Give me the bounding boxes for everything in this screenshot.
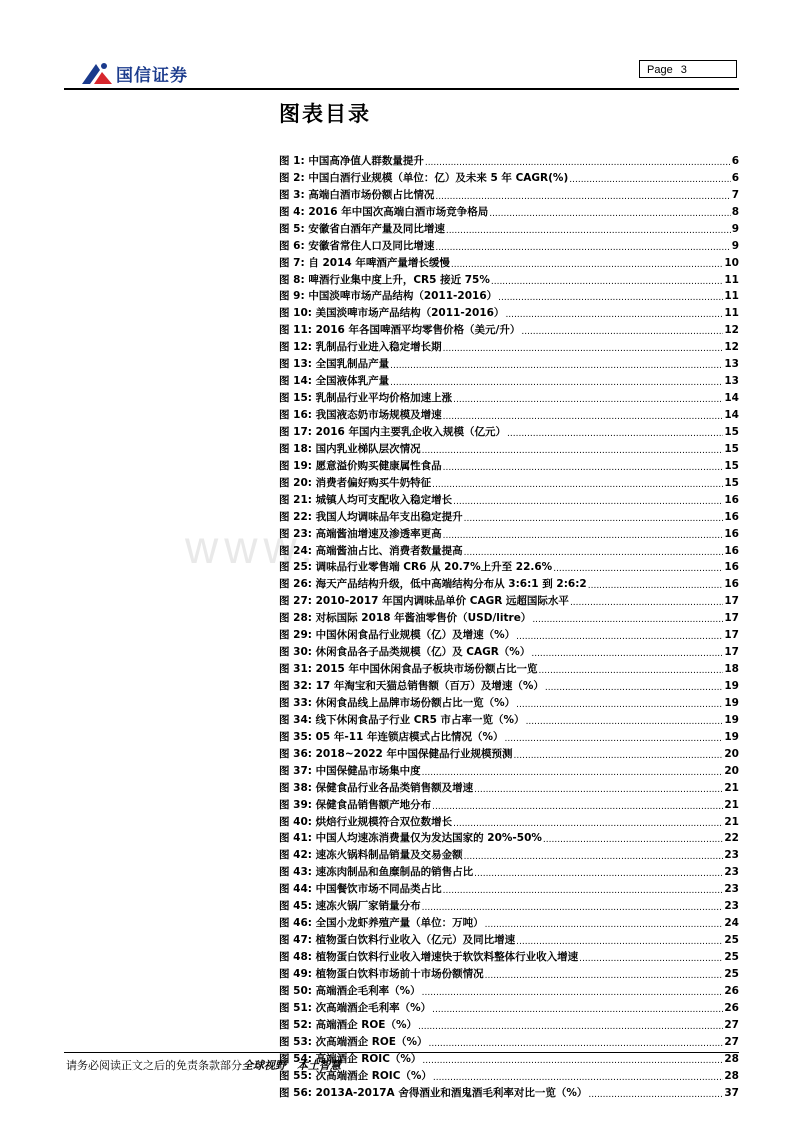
toc-entry[interactable] — [279, 507, 739, 524]
toc-entry-page[interactable]: 20 — [724, 764, 739, 777]
toc-entry-page[interactable]: 19 — [724, 680, 739, 692]
toc-entry-page[interactable]: 7 — [731, 188, 739, 201]
toc-entry[interactable] — [279, 1015, 739, 1032]
toc-dot-leader — [489, 207, 730, 219]
toc-dot-leader — [435, 190, 730, 202]
toc-dot-leader — [422, 1054, 723, 1066]
toc-entry-page[interactable]: 19 — [724, 696, 739, 709]
toc-entry-page[interactable]: 16 — [724, 527, 739, 540]
toc-entry-page[interactable]: 18 — [724, 663, 739, 676]
toc-entry-page[interactable]: 23 — [724, 849, 739, 862]
toc-entry-page[interactable]: 6 — [731, 154, 739, 167]
toc-entry[interactable] — [279, 388, 739, 405]
toc-dot-leader — [474, 867, 723, 879]
toc-dot-leader — [526, 715, 724, 727]
toc-entry-page[interactable]: 25 — [724, 967, 739, 980]
toc-dot-leader — [516, 630, 723, 642]
toc-entry-page[interactable]: 37 — [724, 1086, 739, 1099]
toc-entry[interactable] — [279, 219, 739, 236]
toc-dot-leader — [446, 224, 731, 236]
toc-entry-label[interactable]: 图 16: 我国液态奶市场规模及增速 — [279, 409, 442, 421]
toc-dot-leader — [505, 308, 723, 320]
toc-dot-leader — [464, 546, 724, 558]
toc-entry-label[interactable]: 图 49: 植物蛋白饮料市场前十市场份额情况 — [279, 967, 484, 980]
toc-entry[interactable] — [279, 558, 739, 575]
toc-dot-leader — [432, 1003, 723, 1015]
toc-entry-label[interactable]: 图 2: 中国白酒行业规模（单位：亿）及未来 5 年 CAGR(%) — [279, 171, 569, 184]
toc-dot-leader — [432, 800, 723, 812]
toc-entry-label[interactable]: 图 10: 美国淡啤市场产品结构（2011-2016） — [279, 307, 505, 320]
toc-entry[interactable] — [279, 642, 739, 659]
toc-entry-label[interactable]: 图 46: 全国小龙虾养殖产量（单位：万吨） — [279, 917, 484, 930]
toc-entry-page[interactable]: 15 — [724, 476, 739, 489]
toc-entry[interactable] — [279, 371, 739, 388]
toc-entry[interactable] — [279, 236, 739, 253]
toc-entry-label[interactable]: 图 20: 消费者偏好购买牛奶特征 — [279, 476, 432, 489]
toc-entry[interactable] — [279, 795, 739, 812]
toc-entry-label[interactable]: 图 17: 2016 年国内主要乳企收入规模（亿元） — [279, 425, 507, 438]
toc-entry[interactable] — [279, 693, 739, 710]
toc-dot-leader — [569, 173, 730, 185]
toc-entry-label[interactable]: 图 15: 乳制品行业平均价格加速上涨 — [279, 392, 453, 405]
page-indicator — [639, 60, 737, 78]
toc-entry-label[interactable]: 图 23: 高端酱油增速及渗透率更高 — [279, 527, 442, 540]
toc-dot-leader — [570, 596, 723, 608]
toc-entry-label[interactable]: 图 26: 海天产品结构升级，低中高端结构分布从 3:6:1 到 2:6:2 — [279, 578, 587, 591]
toc-dot-leader — [521, 325, 723, 337]
toc-entry-page[interactable]: 23 — [724, 900, 739, 913]
toc-entry[interactable] — [279, 761, 739, 778]
toc-entry-label[interactable]: 图 14: 全国液体乳产量 — [279, 375, 390, 388]
toc-entry-page[interactable]: 23 — [724, 866, 739, 879]
toc-entry-page[interactable]: 9 — [731, 222, 739, 235]
toc-dot-leader — [505, 732, 724, 744]
toc-entry-page[interactable]: 28 — [724, 1069, 739, 1082]
table-of-figures — [279, 151, 739, 1100]
toc-entry-page[interactable]: 11 — [724, 290, 739, 303]
toc-entry[interactable] — [279, 829, 739, 846]
toc-entry-label[interactable]: 图 18: 国内乳业梯队层次情况 — [279, 442, 421, 455]
toc-entry-page[interactable]: 24 — [724, 917, 739, 930]
toc-entry[interactable] — [279, 1083, 739, 1100]
toc-entry-label[interactable]: 图 53: 次高端酒企 ROE（%） — [279, 1035, 428, 1048]
toc-entry-label[interactable]: 图 45: 速冻火锅厂家销量分布 — [279, 900, 421, 913]
toc-dot-leader — [428, 1037, 723, 1049]
toc-entry[interactable] — [279, 964, 739, 981]
toc-entry[interactable] — [279, 270, 739, 287]
toc-entry[interactable] — [279, 185, 739, 202]
toc-entry-page[interactable]: 23 — [724, 883, 739, 896]
toc-dot-leader — [443, 529, 724, 541]
toc-dot-leader — [453, 393, 723, 405]
toc-entry-label[interactable]: 图 40: 烘焙行业规模符合双位数增长 — [279, 815, 453, 828]
toc-dot-leader — [588, 579, 724, 591]
toc-entry[interactable] — [279, 320, 739, 337]
toc-dot-leader — [443, 410, 724, 422]
page-number: 3 — [680, 64, 687, 76]
watermark: www. — [185, 521, 319, 573]
toc-dot-leader — [390, 359, 723, 371]
toc-dot-leader — [579, 952, 723, 964]
toc-entry-label[interactable]: 图 25: 调味品行业零售端 CR6 从 20.7%上升至 22.6% — [279, 561, 553, 574]
page-title: 图表目录 — [279, 101, 371, 126]
toc-dot-leader — [539, 664, 724, 676]
toc-entry[interactable] — [279, 439, 739, 456]
toc-entry-label[interactable]: 图 5: 安徽省白酒年产量及同比增速 — [279, 222, 445, 235]
toc-entry-page[interactable]: 19 — [724, 713, 739, 726]
toc-dot-leader — [588, 1088, 723, 1100]
toc-dot-leader — [485, 918, 724, 930]
toc-entry-page[interactable]: 19 — [724, 730, 739, 743]
toc-entry-label[interactable]: 图 27: 2010-2017 年国内调味品单价 CAGR 远超国际水平 — [279, 595, 569, 608]
toc-entry-label[interactable]: 图 22: 我国人均调味品年支出稳定提升 — [279, 510, 463, 523]
toc-entry[interactable] — [279, 524, 739, 541]
toc-entry-label[interactable]: 图 36: 2018~2022 年中国保健品行业规模预测 — [279, 747, 513, 760]
toc-entry-page[interactable]: 13 — [724, 358, 739, 371]
toc-dot-leader — [422, 766, 724, 778]
toc-entry-label[interactable]: 图 42: 速冻火锅料制品销量及交易金额 — [279, 849, 463, 862]
toc-entry[interactable] — [279, 202, 739, 219]
toc-entry-page[interactable]: 17 — [724, 629, 739, 642]
toc-entry[interactable] — [279, 845, 739, 862]
toc-entry-page[interactable]: 15 — [724, 442, 739, 455]
toc-dot-leader — [516, 698, 723, 710]
toc-entry-label[interactable]: 图 30: 休闲食品各子品类规模（亿）及 CAGR（%） — [279, 646, 531, 659]
toc-dot-leader — [507, 427, 723, 439]
toc-dot-leader — [545, 681, 723, 693]
toc-entry-page[interactable]: 17 — [724, 612, 739, 625]
toc-entry-label[interactable]: 图 21: 城镇人均可支配收入稳定增长 — [279, 493, 453, 506]
toc-entry-label[interactable]: 图 31: 2015 年中国休闲食品子板块市场份额占比一览 — [279, 663, 538, 676]
toc-entry-label[interactable]: 图 51: 次高端酒企毛利率（%） — [279, 1001, 432, 1014]
toc-entry[interactable] — [279, 744, 739, 761]
toc-entry[interactable] — [279, 287, 739, 304]
toc-dot-leader — [422, 901, 724, 913]
toc-entry-page[interactable]: 17 — [724, 646, 739, 659]
toc-entry[interactable] — [279, 930, 739, 947]
toc-entry[interactable] — [279, 659, 739, 676]
toc-entry-label[interactable]: 图 43: 速冻肉制品和鱼糜制品的销售占比 — [279, 866, 474, 879]
toc-entry-label[interactable]: 图 48: 植物蛋白饮料行业收入增速快于软饮料整体行业收入增速 — [279, 951, 579, 963]
toc-entry[interactable] — [279, 710, 739, 727]
toc-dot-leader — [422, 444, 724, 456]
toc-entry-page[interactable]: 11 — [724, 307, 739, 320]
toc-dot-leader — [390, 376, 723, 388]
toc-entry[interactable] — [279, 625, 739, 642]
toc-entry[interactable] — [279, 1032, 739, 1049]
toc-entry-label[interactable]: 图 38: 保健食品行业各品类销售额及增速 — [279, 781, 474, 794]
toc-entry[interactable] — [279, 778, 739, 795]
toc-entry[interactable] — [279, 896, 739, 913]
toc-entry[interactable] — [279, 422, 739, 439]
toc-entry-page[interactable]: 14 — [724, 392, 739, 405]
toc-entry-page[interactable]: 9 — [731, 239, 739, 252]
toc-entry[interactable] — [279, 456, 739, 473]
toc-entry-page[interactable]: 28 — [724, 1052, 739, 1065]
toc-dot-leader — [451, 258, 724, 270]
toc-entry[interactable] — [279, 812, 739, 829]
toc-entry-page[interactable]: 17 — [724, 595, 739, 608]
toc-entry-label[interactable]: 图 56: 2013A-2017A 舍得酒业和酒鬼酒毛利率对比一览（%） — [279, 1086, 588, 1099]
toc-entry-label[interactable]: 图 50: 高端酒企毛利率（%） — [279, 984, 421, 997]
toc-entry-label[interactable]: 图 24: 高端酱油占比、消费者数量提高 — [279, 544, 463, 557]
toc-entry-label[interactable]: 图 54: 高端酒企 ROIC（%） — [279, 1052, 422, 1065]
toc-entry-label[interactable]: 图 1: 中国高净值人群数量提升 — [279, 154, 424, 167]
toc-entry-label[interactable]: 图 44: 中国餐饮市场不同品类占比 — [279, 883, 442, 896]
toc-dot-leader — [443, 884, 724, 896]
toc-entry-label[interactable]: 图 28: 对标国际 2018 年酱油零售价（USD/litre） — [279, 612, 532, 625]
toc-dot-leader — [425, 156, 731, 168]
toc-entry[interactable] — [279, 727, 739, 744]
toc-dot-leader — [418, 1020, 723, 1032]
footer-disclaimer: 请务必阅读正文之后的免责条款部分 — [66, 1059, 242, 1072]
toc-entry-label[interactable]: 图 41: 中国人均速冻消费量仅为发达国家的 20%-50% — [279, 832, 542, 845]
toc-entry[interactable] — [279, 574, 739, 591]
toc-entry-label[interactable]: 图 7: 自 2014 年啤酒产量增长缓慢 — [279, 256, 450, 269]
toc-entry-page[interactable]: 25 — [724, 951, 739, 963]
toc-entry-page[interactable]: 8 — [731, 205, 739, 218]
toc-entry-page[interactable]: 16 — [724, 578, 739, 591]
toc-entry-page[interactable]: 26 — [724, 984, 739, 997]
toc-entry-page[interactable]: 25 — [724, 934, 739, 947]
toc-dot-leader — [464, 512, 724, 524]
toc-entry-page[interactable]: 13 — [724, 375, 739, 388]
toc-entry[interactable] — [279, 591, 739, 608]
toc-dot-leader — [433, 1071, 723, 1083]
header-divider — [64, 88, 739, 90]
toc-entry-label[interactable]: 图 9: 中国淡啤市场产品结构（2011-2016） — [279, 290, 498, 303]
toc-entry-label[interactable]: 图 19: 愿意溢价购买健康属性食品 — [279, 459, 442, 472]
toc-entry-page[interactable]: 21 — [724, 798, 739, 811]
toc-entry-page[interactable]: 21 — [724, 781, 739, 794]
toc-entry-label[interactable]: 图 3: 高端白酒市场份额占比情况 — [279, 188, 435, 201]
toc-entry-page[interactable]: 21 — [724, 815, 739, 828]
toc-entry[interactable] — [279, 981, 739, 998]
toc-entry[interactable] — [279, 608, 739, 625]
toc-entry-page[interactable]: 16 — [724, 544, 739, 557]
toc-dot-leader — [453, 495, 723, 507]
toc-entry-page[interactable]: 10 — [724, 256, 739, 269]
toc-entry[interactable] — [279, 947, 739, 964]
toc-entry[interactable] — [279, 1049, 739, 1066]
toc-dot-leader — [485, 969, 724, 981]
toc-entry-label[interactable]: 图 37: 中国保健品市场集中度 — [279, 764, 421, 777]
toc-entry-page[interactable]: 26 — [724, 1001, 739, 1014]
logo-mark-icon — [80, 60, 114, 86]
toc-entry-label[interactable]: 图 52: 高端酒企 ROE（%） — [279, 1018, 417, 1031]
toc-entry-label[interactable]: 图 11: 2016 年各国啤酒平均零售价格（美元/升） — [279, 324, 521, 337]
toc-entry[interactable] — [279, 490, 739, 507]
toc-entry-page[interactable]: 12 — [724, 324, 739, 337]
company-logo — [80, 58, 210, 88]
toc-entry-label[interactable]: 图 55: 次高端酒企 ROIC（%） — [279, 1069, 432, 1082]
toc-entry[interactable] — [279, 405, 739, 422]
toc-entry-page[interactable]: 15 — [724, 425, 739, 438]
toc-dot-leader — [464, 850, 724, 862]
toc-entry-page[interactable]: 11 — [724, 273, 739, 286]
toc-entry-page[interactable]: 16 — [724, 561, 739, 574]
toc-dot-leader — [491, 275, 724, 287]
toc-dot-leader — [532, 613, 723, 625]
toc-entry[interactable] — [279, 913, 739, 930]
toc-entry-page[interactable]: 16 — [724, 510, 739, 523]
toc-entry[interactable] — [279, 541, 739, 558]
toc-entry-page[interactable]: 27 — [724, 1035, 739, 1048]
toc-entry-page[interactable]: 20 — [724, 747, 739, 760]
toc-entry[interactable] — [279, 1066, 739, 1083]
toc-entry[interactable] — [279, 862, 739, 879]
toc-entry-label[interactable]: 图 47: 植物蛋白饮料行业收入（亿元）及同比增速 — [279, 934, 516, 947]
toc-entry-label[interactable]: 图 13: 全国乳制品产量 — [279, 358, 390, 371]
toc-entry-page[interactable]: 12 — [724, 341, 739, 354]
toc-dot-leader — [443, 461, 724, 473]
toc-entry[interactable] — [279, 168, 739, 185]
toc-entry[interactable] — [279, 253, 739, 270]
toc-entry-label[interactable]: 图 32: 17 年淘宝和天猫总销售额（百万）及增速（%） — [279, 680, 544, 692]
toc-dot-leader — [516, 935, 723, 947]
toc-entry-page[interactable]: 14 — [724, 409, 739, 421]
toc-dot-leader — [531, 647, 723, 659]
toc-entry[interactable] — [279, 354, 739, 371]
toc-dot-leader — [432, 478, 723, 490]
toc-entry-label[interactable]: 图 6: 安徽省常住人口及同比增速 — [279, 239, 435, 252]
toc-entry-label[interactable]: 图 35: 05 年-11 年连锁店模式占比情况（%） — [279, 730, 504, 743]
toc-dot-leader — [553, 562, 723, 574]
toc-dot-leader — [435, 241, 730, 253]
toc-entry-page[interactable]: 27 — [724, 1018, 739, 1031]
toc-entry[interactable] — [279, 879, 739, 896]
toc-entry[interactable] — [279, 151, 739, 168]
toc-entry-label[interactable]: 图 8: 啤酒行业集中度上升，CR5 接近 75% — [279, 273, 490, 286]
toc-entry-page[interactable]: 6 — [731, 171, 739, 184]
toc-entry[interactable] — [279, 303, 739, 320]
toc-entry-label[interactable]: 图 29: 中国休闲食品行业规模（亿）及增速（%） — [279, 629, 516, 642]
toc-dot-leader — [453, 817, 723, 829]
toc-entry-page[interactable]: 22 — [724, 832, 739, 845]
toc-dot-leader — [514, 749, 724, 761]
toc-dot-leader — [474, 783, 723, 795]
toc-entry-label[interactable]: 图 34: 线下休闲食品子行业 CR5 市占率一览（%） — [279, 713, 525, 726]
footer-slogan: 全球视野 本土智慧 — [242, 1059, 341, 1072]
toc-dot-leader — [498, 291, 723, 303]
toc-entry[interactable] — [279, 676, 739, 693]
toc-entry[interactable] — [279, 473, 739, 490]
toc-entry-page[interactable]: 15 — [724, 459, 739, 472]
toc-entry-label[interactable]: 图 33: 休闲食品线上品牌市场份额占比一览（%） — [279, 696, 516, 709]
logo-text: 国信证券 — [116, 65, 188, 86]
page-label: Page — [647, 64, 673, 76]
toc-dot-leader — [443, 342, 724, 354]
toc-entry-label[interactable]: 图 12: 乳制品行业进入稳定增长期 — [279, 341, 442, 354]
toc-dot-leader — [422, 986, 724, 998]
toc-entry-label[interactable]: 图 4: 2016 年中国次高端白酒市场竞争格局 — [279, 205, 489, 218]
toc-dot-leader — [543, 833, 723, 845]
toc-entry-label[interactable]: 图 39: 保健食品销售额产地分布 — [279, 798, 432, 811]
toc-entry-page[interactable]: 16 — [724, 493, 739, 506]
toc-entry[interactable] — [279, 998, 739, 1015]
toc-entry[interactable] — [279, 337, 739, 354]
